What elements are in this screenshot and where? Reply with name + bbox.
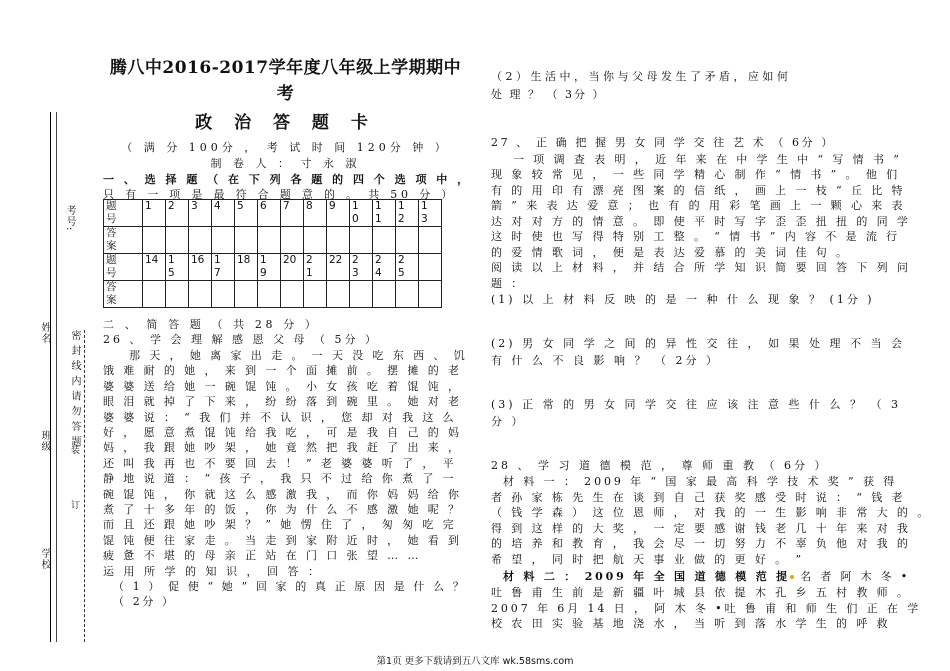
answer-cell[interactable]	[327, 281, 350, 308]
q28-m1-line: 希 望 ， 同 时 把 航 天 事 业 做 的 更 好 。 ”	[491, 552, 804, 566]
q26-story-line: 还 叫 我 再 也 不 要 回 去 ！ ” 老 婆 婆 听 了 ， 平	[103, 456, 457, 470]
q26-story-line: 婆 婆 送 给 她 一 碗 馄 饨 。 小 女 孩 吃 着 馄 饨 ，	[103, 379, 462, 393]
qnum-cell: 2 5	[396, 254, 419, 281]
q26-story-line: 眼 泪 就 掉 了 下 来 ， 纷 纷 落 到 碗 里 。 她 对 老	[103, 395, 462, 409]
right-column	[491, 55, 932, 632]
qnum-cell: 1 9	[258, 254, 281, 281]
row-label-question: 题 号	[104, 200, 143, 227]
answer-cell[interactable]	[235, 227, 258, 254]
answer-cell[interactable]	[396, 227, 419, 254]
qnum-cell: 7	[281, 200, 304, 227]
q27-sub2-score: 有 什 么 不 良 影 响 ？ （ 2分 ）	[491, 354, 720, 367]
q28-material2-head	[491, 568, 911, 586]
answer-row	[104, 281, 442, 308]
page-footer: 第1页 更多下载请到五八文库 wk.58sms.com	[376, 656, 574, 667]
section1-heading-2: 只 有 一 项 是 最 符 合 题 意 的 。 共 50 分 ）	[103, 188, 457, 201]
exam-number-label: 考号:	[64, 205, 75, 232]
q28-material2	[491, 585, 922, 632]
q28-m1-line: 的 培 养 和 教 育 ， 我 会 尽 一 切 努 力 不 辜 负 他 对 我 的	[491, 537, 911, 551]
row-label-answer: 答 案	[104, 227, 143, 254]
q26-story-line: 妈 ， 我 跟 她 吵 架 ， 她 竟 然 把 我 赶 了 出 来 ，	[103, 441, 462, 455]
q28-m1-line: 者 孙 家 栋 先 生 在 谈 到 自 己 获 奖 感 受 时 说 ： “ 钱 老	[491, 490, 906, 504]
row-label-question: 题 号	[104, 254, 143, 281]
answer-grid	[103, 199, 442, 308]
qnum-cell: 1	[143, 200, 166, 227]
q27-text-line: 阅 读 以 上 材 料 ， 并 结 合 所 学 知 识 简 要 回 答 下 列 问	[491, 261, 911, 274]
answer-cell[interactable]	[419, 227, 442, 254]
qnum-cell: 9	[327, 200, 350, 227]
q26-story-line: 那 天 ， 她 离 家 出 走 。 一 天 没 吃 东 西 、 饥	[129, 349, 468, 362]
q28-m1-line: 得 到 这 样 的 大 奖 ， 一 定 要 感 谢 钱 老 几 十 年 来 对 我	[491, 521, 911, 535]
marker-dot-icon	[790, 575, 794, 579]
qnum-cell: 1 3	[419, 200, 442, 227]
seal-warning: 密 封 线 内 请 勿 答 题	[69, 330, 80, 448]
q26-sub1: （ 1 ） 促 使 “ 她 ” 回 家 的 真 正 原 因 是 什 么 ？	[113, 579, 467, 593]
qnum-cell: 3	[189, 200, 212, 227]
q27-sub3: (3) 正 常 的 男 女 同 学 交 往 应 该 注 意 些 什 么 ？ （ 3	[491, 397, 902, 411]
q26-story-line: 饿 难 耐 的 她 ， 来 到 一 个 面 摊 前 。 摆 摊 的 老	[103, 364, 462, 378]
q27-title: 27 、 正 确 把 握 男 女 同 学 交 往 艺 术 （ 6分 ）	[491, 136, 835, 149]
answer-cell[interactable]	[189, 281, 212, 308]
q27-text	[491, 152, 911, 292]
qnum-cell: 1 0	[350, 200, 373, 227]
qnum-cell: 1 1	[373, 200, 396, 227]
q26-title: 26 、 学 会 理 解 感 恩 父 母 （ 5分 ）	[103, 333, 379, 346]
section2-heading: 二 、 简 答 题 （ 共 28 分 ）	[103, 318, 320, 331]
answer-cell[interactable]	[396, 281, 419, 308]
row-label-answer: 答 案	[104, 281, 143, 308]
q28-material1	[491, 474, 932, 568]
answer-cell[interactable]	[235, 281, 258, 308]
author-info: 制 卷 人 ： 寸 永 淑	[210, 157, 361, 170]
qnum-cell: 18	[235, 254, 258, 281]
answer-cell[interactable]	[258, 227, 281, 254]
answer-sheet-title: 政 治 答 题 卡	[195, 113, 376, 133]
q27-text-line: 箭 ” 来 表 达 爱 意 ； 也 有 的 用 彩 笔 画 上 一 颗 心 来 表	[491, 199, 906, 212]
q27-text-line: 达 对 对 方 的 情 意 。 即 使 平 时 写 字 歪 歪 扭 扭 的 同 学	[491, 214, 911, 228]
q28-m1-line: 材 料 一 ： 2009 年 “ 国 家 最 高 科 学 技 术 奖 ” 获 得	[503, 475, 898, 488]
qnum-cell	[419, 254, 442, 281]
q27-sub2: (2) 男 女 同 学 之 间 的 异 性 交 往 ， 如 果 处 理 不 当 会	[491, 336, 906, 350]
answer-cell[interactable]	[166, 281, 189, 308]
answer-cell[interactable]	[143, 227, 166, 254]
q27-sub3-score: 分 ）	[491, 415, 526, 428]
qnum-cell: 2 3	[350, 254, 373, 281]
q28-title: 28 、 学 习 道 德 模 范 ， 尊 师 重 教 （ 6分 ）	[491, 458, 829, 472]
q27-text-line: 一 项 调 查 表 明 ， 近 年 来 在 中 学 生 中 “ 写 情 书 ”	[513, 152, 902, 166]
q26-story-line: 婆 婆 说 ： “ 我 们 并 不 认 识 ， 您 却 对 我 这 么	[103, 410, 457, 424]
answer-cell[interactable]	[304, 281, 327, 308]
qnum-cell: 8	[304, 200, 327, 227]
q26-sub1-score: （ 2分 ）	[113, 594, 176, 608]
q28-m1-line: （ 钱 学 森 ） 这 位 恩 师 ， 对 我 的 一 生 影 响 非 常 大 的 。	[491, 506, 932, 520]
answer-cell[interactable]	[327, 227, 350, 254]
qnum-cell: 1 5	[166, 254, 189, 281]
binding-line-outer	[50, 112, 51, 642]
q26-story-line: 馄 饨 便 往 家 走 。 当 走 到 家 附 近 时 ， 她 看 到	[103, 533, 462, 547]
q26-story-line: 疲 惫 不 堪 的 母 亲 正 站 在 门 口 张 望 … …	[103, 549, 422, 563]
section1-heading: 一 、 选 择 题 （ 在 下 列 各 题 的 四 个 选 项 中 ，	[103, 173, 472, 186]
section2	[103, 317, 468, 609]
answer-cell[interactable]	[281, 281, 304, 308]
answer-cell[interactable]	[419, 281, 442, 308]
answer-cell[interactable]	[350, 227, 373, 254]
q28-m2-line: 2007 年 6月 14 日 ， 阿 木 冬 •吐 鲁 甫 和 师 生 们 正 在 学	[491, 601, 922, 615]
q26-sub2-score: 处 理 ？ （ 3分 ）	[491, 87, 606, 101]
q27-sub1: (1) 以 上 材 料 反 映 的 是 一 种 什 么 现 象 ？ (1分 )	[491, 293, 875, 306]
answer-cell[interactable]	[281, 227, 304, 254]
answer-cell[interactable]	[189, 227, 212, 254]
left-column	[103, 55, 472, 202]
answer-cell[interactable]	[350, 281, 373, 308]
question-number-row	[104, 200, 442, 227]
q26-story-line: 而 且 还 跟 她 吵 架 ？ ” 她 愣 住 了 ， 匆 匆 吃 完	[103, 518, 457, 532]
seal-mark: 装	[69, 445, 79, 455]
qnum-cell: 16	[189, 254, 212, 281]
name-label: 姓名	[39, 322, 50, 344]
exam-title-line2: 考	[276, 84, 295, 104]
qnum-cell: 20	[281, 254, 304, 281]
q27-text-line: 题 ：	[491, 276, 526, 290]
q26-story-line: 静 地 说 道 ： “ 孩 子 ， 我 只 不 过 给 你 煮 了 一	[103, 472, 457, 486]
seal-line	[84, 330, 86, 642]
q26-story-line: 碗 馄 饨 ， 你 就 这 么 感 激 我 ， 而 你 妈 妈 给 你	[103, 487, 462, 501]
answer-cell[interactable]	[373, 281, 396, 308]
question-number-row	[104, 254, 442, 281]
qnum-cell: 1 7	[212, 254, 235, 281]
qnum-cell: 1 2	[396, 200, 419, 227]
q28-material2-label: 材 料 二 ： 2009 年 全 国 道 德 模 范 提	[503, 569, 790, 583]
q27-text-line: 有 的 用 印 有 漂 亮 图 案 的 信 纸 ， 画 上 一 枝 “ 丘 比 特	[491, 183, 906, 197]
qnum-cell: 22	[327, 254, 350, 281]
binding-line-inner	[56, 112, 57, 642]
qnum-cell: 4	[212, 200, 235, 227]
q28-m2-line: 吐 鲁 甫 生 前 是 新 疆 叶 城 县 依 提 木 孔 乡 五 村 教 师 。	[491, 586, 911, 600]
qnum-cell: 2 4	[373, 254, 396, 281]
school-label: 学校	[39, 548, 50, 570]
qnum-cell: 14	[143, 254, 166, 281]
q26-story	[103, 348, 468, 564]
q26-story-line: 煮 了 十 多 年 的 饭 ， 你 为 什 么 不 感 激 她 呢 ？	[103, 503, 462, 517]
answer-cell[interactable]	[143, 281, 166, 308]
answer-cell[interactable]	[212, 227, 235, 254]
class-label: 班级	[39, 430, 50, 452]
q27-text-line: 这 时 使 也 写 得 特 别 工 整 。 “ 情 书 ” 内 容 不 是 流 行	[491, 230, 901, 243]
answer-cell[interactable]	[373, 227, 396, 254]
qnum-cell: 2	[166, 200, 189, 227]
q26-sub2: （ 2 ） 生 活 中 ， 当 你 与 父 母 发 生 了 矛 盾 ， 应 如 何	[491, 70, 788, 83]
answer-cell[interactable]	[304, 227, 327, 254]
exam-title: 腾八中2016-2017学年度八年级上学期期中	[109, 58, 462, 78]
q26-story-line: 好 ， 愿 意 煮 馄 饨 给 我 吃 ， 可 是 我 自 己 的 妈	[103, 426, 462, 440]
seal-mark-2: 订	[69, 500, 79, 510]
q28-material2-head2: 名 者 阿 木 冬 •	[800, 569, 911, 583]
qnum-cell: 2 1	[304, 254, 327, 281]
qnum-cell: 6	[258, 200, 281, 227]
answer-cell[interactable]	[258, 281, 281, 308]
q26-prompt: 运 用 所 学 的 知 识 ， 回 答 ：	[103, 564, 322, 578]
q27-text-line: 现 象 较 常 见 ， 一 些 同 学 精 心 制 作 “ 情 书 ” 。 他 们	[491, 168, 901, 181]
qnum-cell: 5	[235, 200, 258, 227]
answer-cell[interactable]	[166, 227, 189, 254]
answer-row	[104, 227, 442, 254]
score-time-info: （ 满 分 100分 ， 考 试 时 间 120分 钟 ）	[121, 141, 450, 154]
q27-text-line: 的 爱 情 歌 词 ， 便 是 表 达 爱 慕 的 美 词 佳 句 。	[491, 245, 850, 259]
answer-cell[interactable]	[212, 281, 235, 308]
q28-m2-line: 校 农 田 实 验 基 地 浇 水 ， 当 听 到 落 水 学 生 的 呼 救	[491, 617, 891, 631]
